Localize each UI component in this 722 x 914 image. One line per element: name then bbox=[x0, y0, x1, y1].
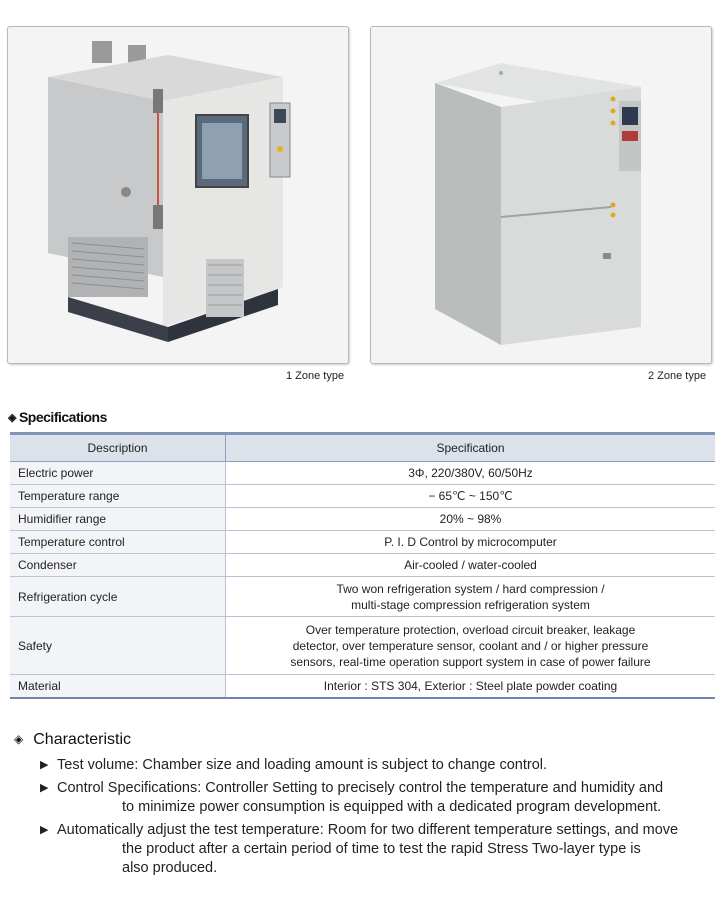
row-value: Two won refrigeration system / hard compression / multi-stage compression refrigeration system bbox=[226, 577, 716, 617]
row-value: 20% ~ 98% bbox=[226, 508, 716, 531]
specifications-table bbox=[10, 432, 715, 699]
triangle-bullet-icon: ▶ bbox=[40, 782, 49, 794]
table-row bbox=[10, 577, 715, 617]
row-value: Interior : STS 304, Exterior : Steel plate powder coating bbox=[226, 675, 716, 698]
row-value: − 65℃ ~ 150℃ bbox=[226, 485, 716, 508]
row-description: Electric power bbox=[10, 462, 226, 485]
table-header-row bbox=[10, 434, 715, 462]
column-header-specification: Specification bbox=[226, 434, 716, 462]
row-description: Material bbox=[10, 675, 226, 698]
triangle-bullet-icon: ▶ bbox=[40, 759, 49, 771]
product-image-2-zone bbox=[370, 26, 712, 364]
list-item: ▶ Control Specifications: Controller Setting to precisely control the temperature and humidity and to minimize power consumption is equipped with a dedicated program development. bbox=[40, 780, 664, 815]
row-value: Over temperature protection, overload circuit breaker, leakage detector, over temperature sensor, coolant and / or higher pressure sensors, real-time operation support system in case of power failure bbox=[226, 617, 716, 675]
diamond-bullet-icon: ◈ bbox=[8, 412, 16, 424]
table-row bbox=[10, 508, 715, 531]
caption-2-zone: 2 Zone type bbox=[648, 370, 707, 382]
table-row bbox=[10, 554, 715, 577]
row-description: Safety bbox=[10, 617, 226, 675]
table-row bbox=[10, 462, 715, 485]
table-row bbox=[10, 617, 715, 675]
triangle-bullet-icon: ▶ bbox=[40, 824, 49, 836]
table-row bbox=[10, 675, 715, 698]
characteristic-list bbox=[40, 756, 710, 882]
diamond-bullet-icon: ◈ bbox=[14, 732, 24, 746]
row-description: Temperature control bbox=[10, 531, 226, 554]
caption-1-zone: 1 Zone type bbox=[286, 370, 345, 382]
column-header-description: Description bbox=[10, 434, 226, 462]
row-value: Air-cooled / water-cooled bbox=[226, 554, 716, 577]
list-item: ▶ Automatically adjust the test temperature: Room for two different temperature settings, and move the product after a certain period of time to test the rapid Stress Two-layer type is also produced. bbox=[40, 822, 679, 876]
table-row bbox=[10, 485, 715, 508]
list-item: ▶ Test volume: Chamber size and loading amount is subject to change control. bbox=[40, 757, 548, 773]
product-image-1-zone bbox=[7, 26, 349, 364]
table-row bbox=[10, 531, 715, 554]
row-value: 3Φ, 220/380V, 60/50Hz bbox=[226, 462, 716, 485]
characteristic-heading: ◈ Characteristic bbox=[14, 731, 132, 748]
row-description: Condenser bbox=[10, 554, 226, 577]
row-description: Temperature range bbox=[10, 485, 226, 508]
specifications-heading: ◈ Specifications bbox=[8, 409, 107, 425]
row-value: P. I. D Control by microcomputer bbox=[226, 531, 716, 554]
row-description: Refrigeration cycle bbox=[10, 577, 226, 617]
row-description: Humidifier range bbox=[10, 508, 226, 531]
